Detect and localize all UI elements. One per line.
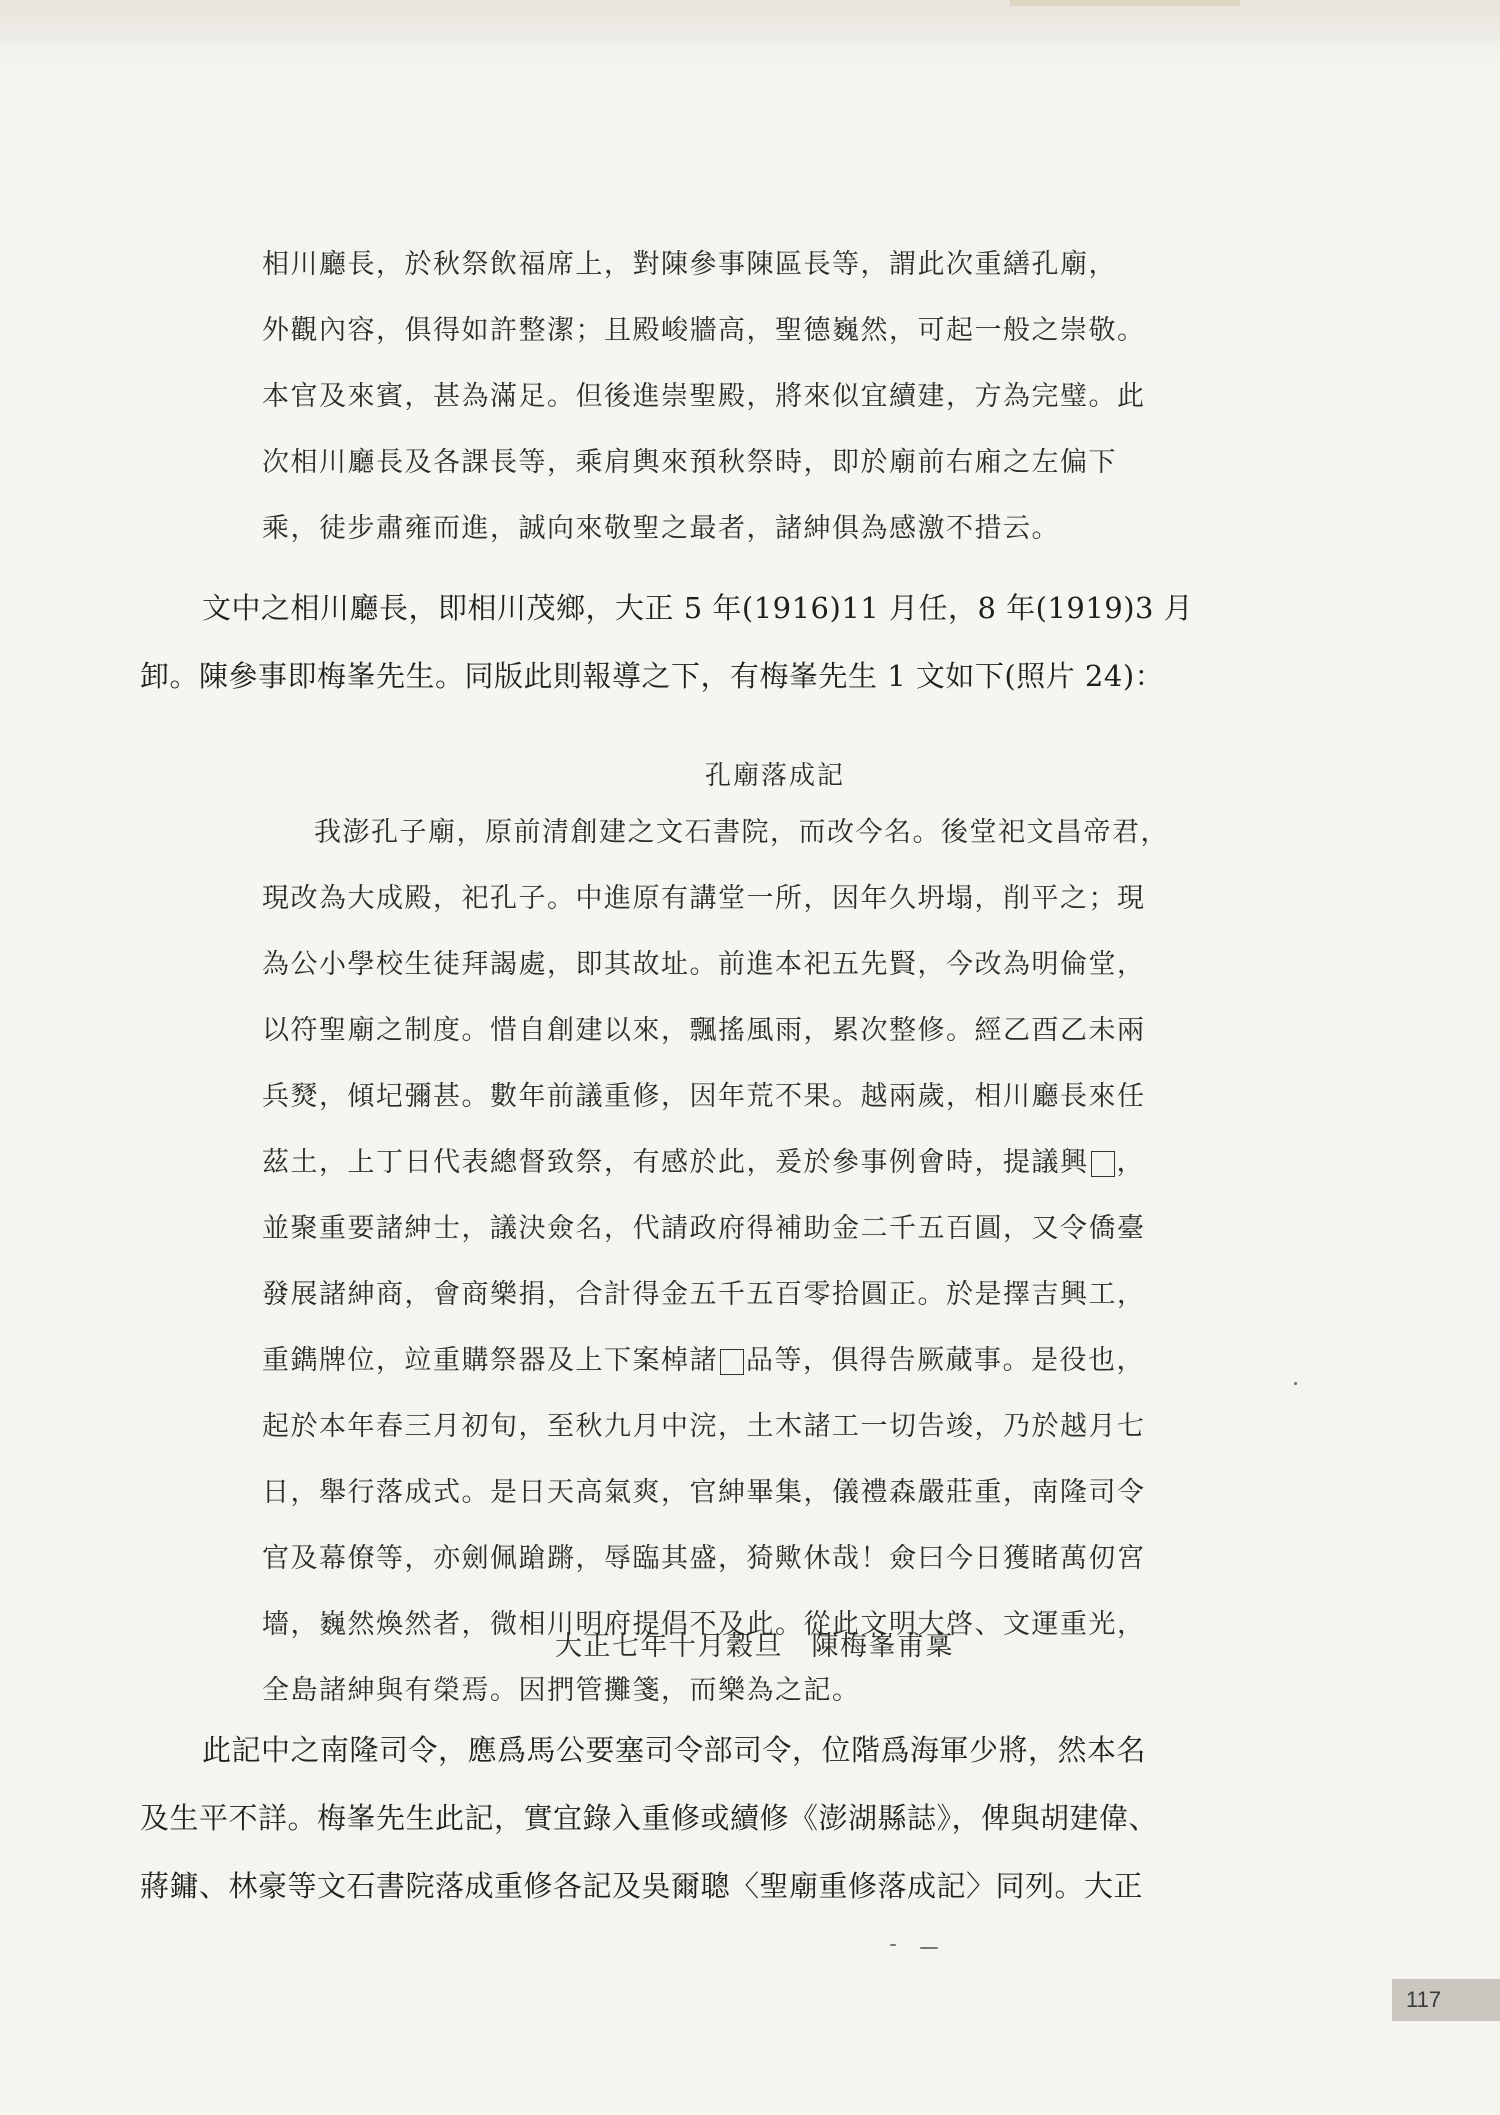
record-line: 發展諸紳商，會商樂捐，合計得金五千五百零拾圓正。於是擇吉興工， [262,1279,1146,1310]
record-line-with-box [262,1328,1262,1394]
missing-character-box [720,1349,744,1375]
paragraph-line: 蔣鏞、林豪等文石書院落成重修各記及吳爾聰〈聖廟重修落成記〉同列。大正 [140,1869,1144,1903]
paragraph-line: 此記中之南隆司令，應爲馬公要塞司令部司令，位階爲海軍少將，然本名 [202,1733,1147,1767]
record-line: 日，舉行落成式。是日天高氣爽，官紳畢集，儀禮森嚴莊重，南隆司令 [262,1477,1146,1508]
quote-line: 乘，徒步肅雍而進，誠向來敬聖之最者，諸紳俱為感激不措云。 [262,513,1060,544]
record-line-tail: 品等，俱得告厥蕆事。是役也， [746,1345,1145,1376]
quote-line: 外觀內容，俱得如許整潔；且殿峻牆高，聖德巍然，可起一般之崇敬。 [262,315,1146,346]
record-line: 全島諸紳與有榮焉。因捫管攤箋，而樂為之記。 [262,1675,861,1706]
record-line: 現改為大成殿，祀孔子。中進原有講堂一所，因年久坍塌，削平之；現 [262,883,1146,914]
record-line-text: 重鐫牌位，竝重購祭器及上下案棹諸 [262,1345,718,1376]
record-line-text: 茲土，上丁日代表總督致祭，有感於此，爰於參事例會時，提議興 [262,1147,1089,1178]
missing-character-box [1091,1151,1115,1177]
record-line: 墻，巍然煥然者，微相川明府提倡不及此。從此文明大啓、文運重光， [262,1609,1146,1640]
record-signature: 大正七年十月穀旦 陳梅峯甫稟 [555,1631,954,1662]
scan-top-edge [0,0,1500,42]
quote-line: 相川廳長，於秋祭飲福席上，對陳參事陳區長等，謂此次重繕孔廟， [262,249,1117,280]
record-title: 孔廟落成記 [704,761,845,791]
record-body [262,800,1262,1724]
record-line-with-box [262,1130,1262,1196]
scan-top-mark [1010,0,1240,6]
quote-line: 本官及來賓，甚為滿足。但後進崇聖殿，將來似宜續建，方為完璧。此 [262,381,1146,412]
paragraph-line: 及生平不詳。梅峯先生此記，實宜錄入重修或續修《澎湖縣誌》，俾與胡建偉、 [140,1801,1159,1835]
record-line: 以符聖廟之制度。惜自創建以來，飄搖風雨，累次整修。經乙酉乙未兩 [262,1015,1146,1046]
quote-line: 次相川廳長及各課長等，乘肩輿來預秋祭時，即於廟前右廂之左偏下 [262,447,1117,478]
page-number: 117 [1392,1979,1500,2021]
record-line: 並聚重要諸紳士，議決僉名，代請政府得補助金二千五百圓，又令僑臺 [262,1213,1146,1244]
paragraph-line: 卸。陳參事即梅峯先生。同版此則報導之下，有梅峯先生 1 文如下(照片 24)： [140,659,1165,693]
record-line: 為公小學校生徒拜謁處，即其故址。前進本祀五先賢，今改為明倫堂， [262,949,1146,980]
paragraph-2 [140,1716,1270,1920]
record-line: 官及幕僚等，亦劍佩蹌蹡，辱臨其盛，猗歟休哉！僉曰今日獲睹萬仞宮 [262,1543,1146,1574]
record-line-tail: ， [1116,1147,1145,1178]
quote-block-1 [262,232,1262,562]
paragraph-1 [140,574,1260,710]
scan-speck [890,1944,896,1946]
record-line: 兵燹，傾圮彌甚。數年前議重修，因年荒不果。越兩歲，相川廳長來任 [262,1081,1146,1112]
record-line: 我澎孔子廟，原前清創建之文石書院，而改今名。後堂祀文昌帝君， [314,817,1169,848]
scan-speck [1294,1382,1297,1385]
scan-speck [920,1947,938,1949]
paragraph-line: 文中之相川廳長，即相川茂鄉，大正 5 年(1916)11 月任，8 年(1919)3 月 [202,591,1194,625]
record-line: 起於本年春三月初旬，至秋九月中浣，土木諸工一切告竣，乃於越月七 [262,1411,1146,1442]
